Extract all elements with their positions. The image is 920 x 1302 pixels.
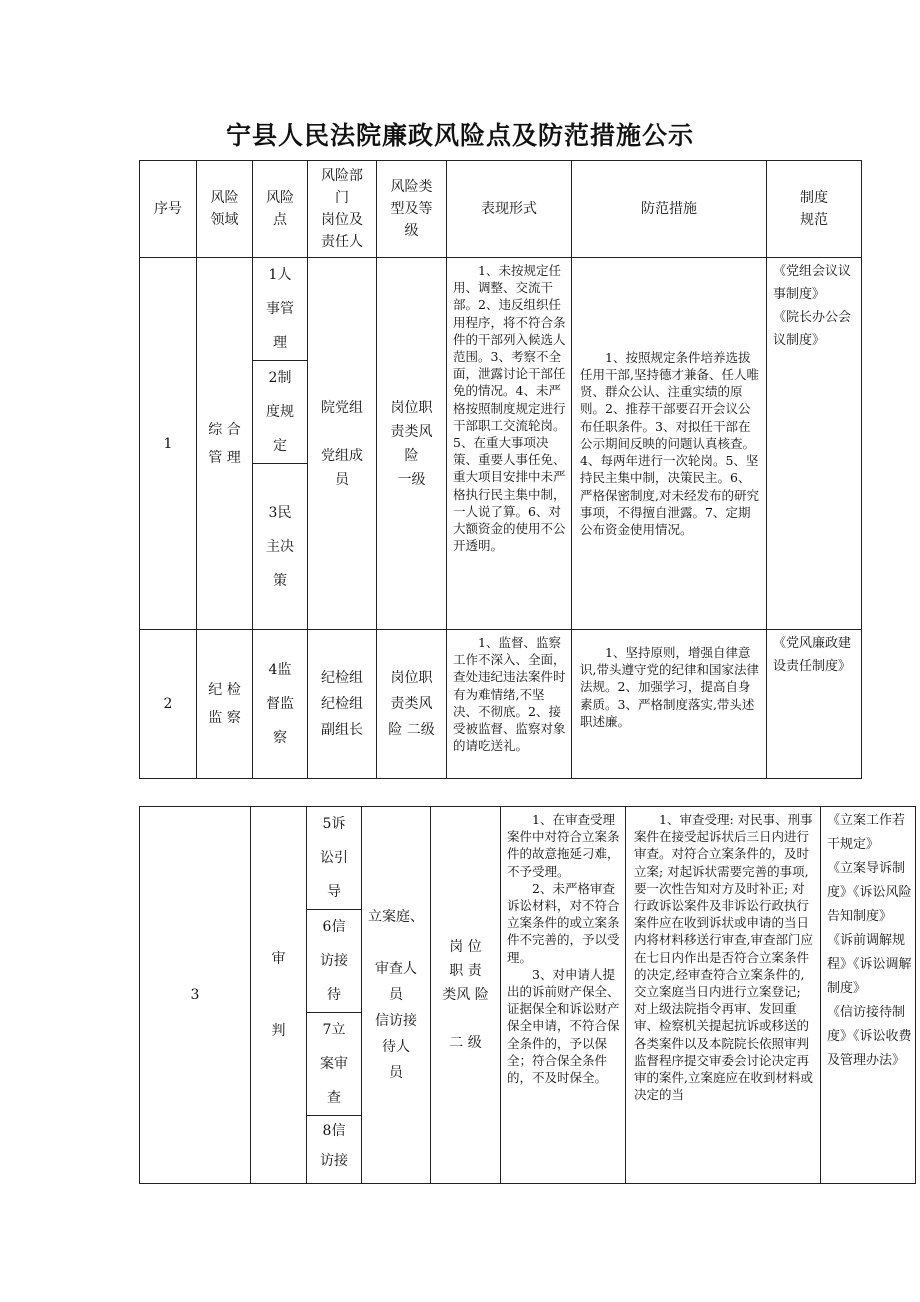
row3-point-3: 7立 案审 查 <box>307 1013 362 1116</box>
page-title: 宁县人民法院廉政风险点及防范措施公示 <box>225 121 694 150</box>
row2-point-1: 4监 督监 察 <box>253 630 308 779</box>
header-measures: 防范措施 <box>572 161 767 258</box>
risk-table-1 <box>139 160 862 779</box>
row3-dept: 立案庭、 审查人 员 信访接 待人 员 <box>362 807 431 1184</box>
row1-type: 岗位职 责类风 险 一级 <box>377 258 447 630</box>
row1-form: 1、未按规定任用、调整、交流干部。2、违反组织任用程序，将不符合条件的干部列入候选人范围。3、考察不全面，泄露讨论干部任免的情况。4、未严格按照制度规定进行干部职工交流轮岗。5、在重大事项决策、重要人事任免、重大项目安排中未严格执行民主集中制，一人说了算。6、对大额资金的使用不公开透明。 <box>447 258 572 630</box>
row1-point-3: 3民 主决 策 <box>253 464 308 630</box>
row1-rules: 《党组会议议事制度》 《院长办公会议制度》 <box>767 258 862 630</box>
row1-index: 1 <box>140 258 197 630</box>
table-row <box>140 258 862 361</box>
table-header-row <box>140 161 862 258</box>
row3-rules: 《立案工作若干规定》 《立案导诉制度》《诉讼风险告知制度》 《诉前调解规程》《诉讼调解制度》 《信访接待制度》《诉讼收费及管理办法》 <box>821 807 916 1184</box>
row1-point-2: 2制 度规 定 <box>253 361 308 464</box>
header-type: 风险类 型及等 级 <box>377 161 447 258</box>
row2-type: 岗位职 责类风 险 二级 <box>377 630 447 779</box>
row2-dept: 纪检组 纪检组 副组长 <box>308 630 377 779</box>
row3-form: 1、在审查受理案件中对符合立案条件的故意拖延刁难，不予受理。 2、未严格审查诉讼材料，对不符合立案条件的或立案条件不完善的，予以受理。 3、对申请人提出的诉前财产保全、证据保全和诉讼财产保全申请，不符合保全条件的，予以保全；符合保全条件的，不及时保全。 <box>501 807 626 1184</box>
row3-measures: 1、审查受理: 对民事、刑事案件在接受起诉状后三日内进行审查。对符合立案条件的，及时立案; 对起诉状需要完善的事项,要一次性告知对方及时补正; 对行政诉讼案件及非诉讼行政执行案件应在收到诉状或申请的当日内将材料移送行审查,审查部门应在七日内作出是否符合立案条件的决定,经审查符合立案条件的,交立案庭当日内进行立案登记; 对上级法院指令再审、发回重审、检察机关提起抗诉或移送的各类案件以及本院院长依照审判监督程序提交审委会讨论决定再审的案件,立案庭应在收到材料或决定的当 <box>626 807 821 1184</box>
header-dept: 风险部 门 岗位及 责任人 <box>308 161 377 258</box>
row1-dept: 院党组 党组成 员 <box>308 258 377 630</box>
row2-area: 纪 检 监 察 <box>197 630 253 779</box>
row3-point-2: 6信 访接 待 <box>307 910 362 1013</box>
row1-area: 综 合 管 理 <box>197 258 253 630</box>
header-index: 序号 <box>140 161 197 258</box>
table-row <box>140 807 916 910</box>
header-point: 风险 点 <box>253 161 308 258</box>
table-row <box>140 630 862 779</box>
header-area: 风险 领域 <box>197 161 253 258</box>
row3-index: 3 <box>140 807 251 1184</box>
row3-area: 审 判 <box>251 807 307 1184</box>
row2-rules: 《党风廉政建设责任制度》 <box>767 630 862 779</box>
row2-measures: 1、坚持原则，增强自律意识,带头遵守党的纪律和国家法律法规。2、加强学习，提高自身素质。3、严格制度落实,带头述职述廉。 <box>572 630 767 779</box>
risk-table-2 <box>139 806 916 1184</box>
row3-point-4: 8信 访接 <box>307 1116 362 1184</box>
row3-type: 岗 位 职 责 类风 险 二 级 <box>431 807 501 1184</box>
header-form: 表现形式 <box>447 161 572 258</box>
row3-point-1: 5诉 讼引 导 <box>307 807 362 910</box>
row1-measures: 1、按照规定条件培养选拔任用干部,坚持德才兼备、任人唯贤、群众公认、注重实绩的原则。2、推荐干部要召开会议公布任职条件。3、对拟任干部在公示期间反映的问题认真核查。4、每两年进行一次轮岗。5、坚持民主集中制，决策民主。6、严格保密制度,对未经发布的研究事项，不得擅自泄露。7、定期公布资金使用情况。 <box>572 258 767 630</box>
row1-point-1: 1人 事管 理 <box>253 258 308 361</box>
row2-form: 1、监督、监察工作不深入、全面，查处违纪违法案件时有为难情绪,不坚决、不彻底。2、接受被监督、监察对象的请吃送礼。 <box>447 630 572 779</box>
row2-index: 2 <box>140 630 197 779</box>
header-rules: 制度 规范 <box>767 161 862 258</box>
